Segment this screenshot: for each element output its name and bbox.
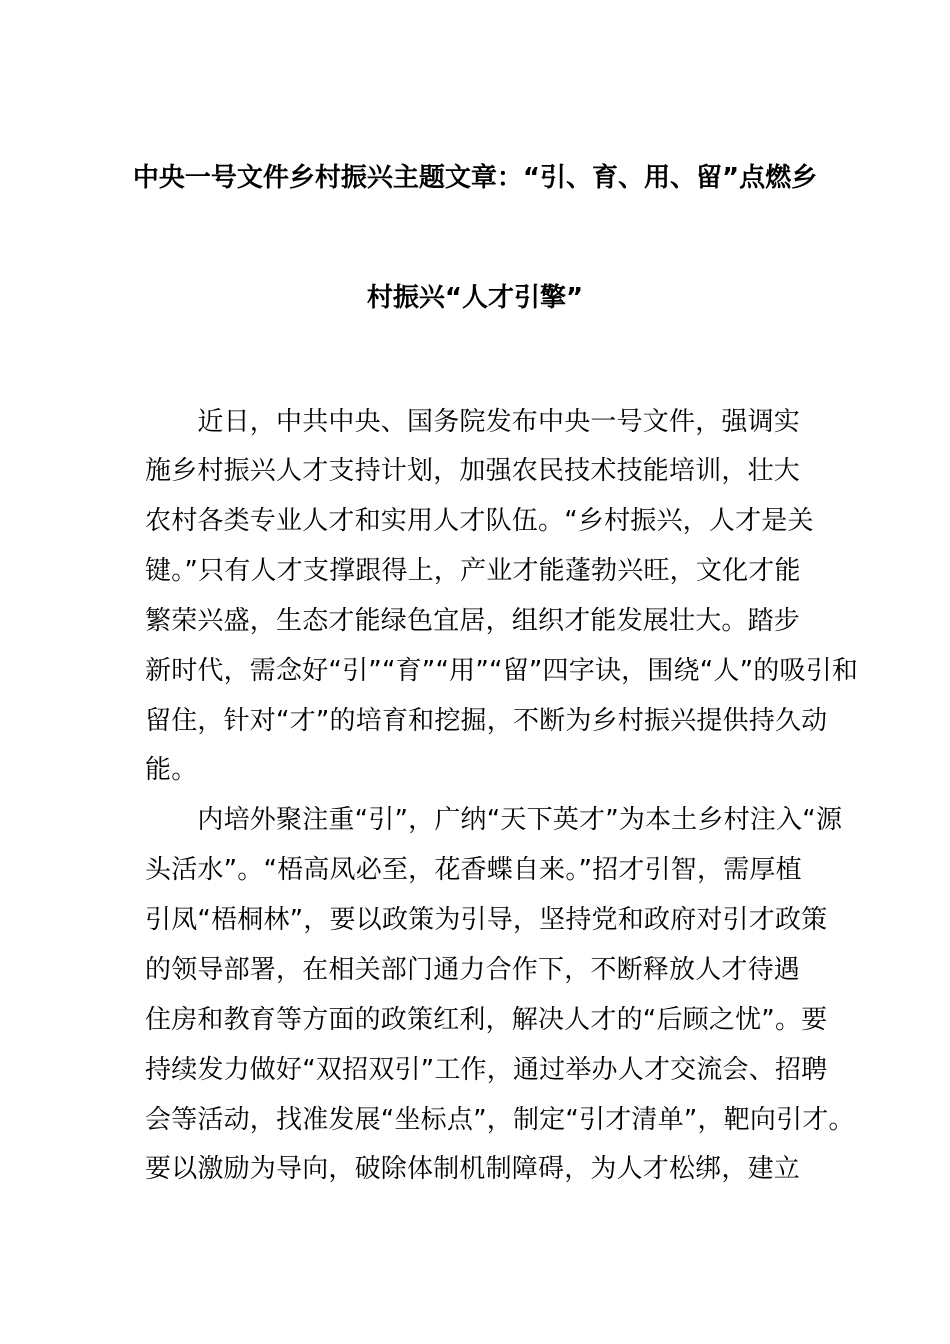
paragraph-2-line-3: 引凤“梧桐林”，要以政策为引导，坚持党和政府对引才政策	[145, 905, 828, 935]
paragraph-1-line-3: 农村各类专业人才和实用人才队伍。“乡村振兴，人才是关	[145, 506, 814, 536]
paragraph-1-line-5: 繁荣兴盛，生态才能绿色宜居，组织才能发展壮大。踏步	[145, 606, 801, 636]
document-title-line-2: 村振兴“人才引擎”	[366, 283, 584, 313]
paragraph-1-line-6: 新时代，需念好“引”“育”“用”“留”四字诀，围绕“人”的吸引和	[145, 656, 859, 686]
document-title-line-1: 中央一号文件乡村振兴主题文章：“引、育、用、留”点燃乡	[132, 163, 818, 193]
paragraph-1-line-1: 近日，中共中央、国务院发布中央一号文件，强调实	[145, 407, 801, 437]
paragraph-2-line-1: 内培外聚注重“引”，广纳“天下英才”为本土乡村注入“源	[145, 805, 843, 835]
paragraph-1-line-2: 施乡村振兴人才支持计划，加强农民技术技能培训，壮大	[145, 456, 801, 486]
paragraph-1-line-7: 留住，针对“才”的培育和挖掘，不断为乡村振兴提供持久动	[145, 706, 828, 736]
paragraph-2-line-5: 住房和教育等方面的政策红利，解决人才的“后顾之忧”。要	[145, 1005, 828, 1035]
paragraph-2-line-7: 会等活动，找准发展“坐标点”，制定“引才清单”，靶向引才。	[145, 1105, 855, 1135]
paragraph-1-line-4: 键。”只有人才支撑跟得上，产业才能蓬勃兴旺，文化才能	[145, 556, 801, 586]
paragraph-2-line-2: 头活水”。“梧高凤必至，花香蝶自来。”招才引智，需厚植	[145, 855, 802, 885]
paragraph-2-line-4: 的领导部署，在相关部门通力合作下，不断释放人才待遇	[145, 955, 801, 985]
paragraph-2-line-8: 要以激励为导向，破除体制机制障碍，为人才松绑，建立	[145, 1154, 801, 1184]
paragraph-1-line-8: 能。	[145, 755, 198, 785]
paragraph-2-line-6: 持续发力做好“双招双引”工作，通过举办人才交流会、招聘	[145, 1055, 828, 1085]
